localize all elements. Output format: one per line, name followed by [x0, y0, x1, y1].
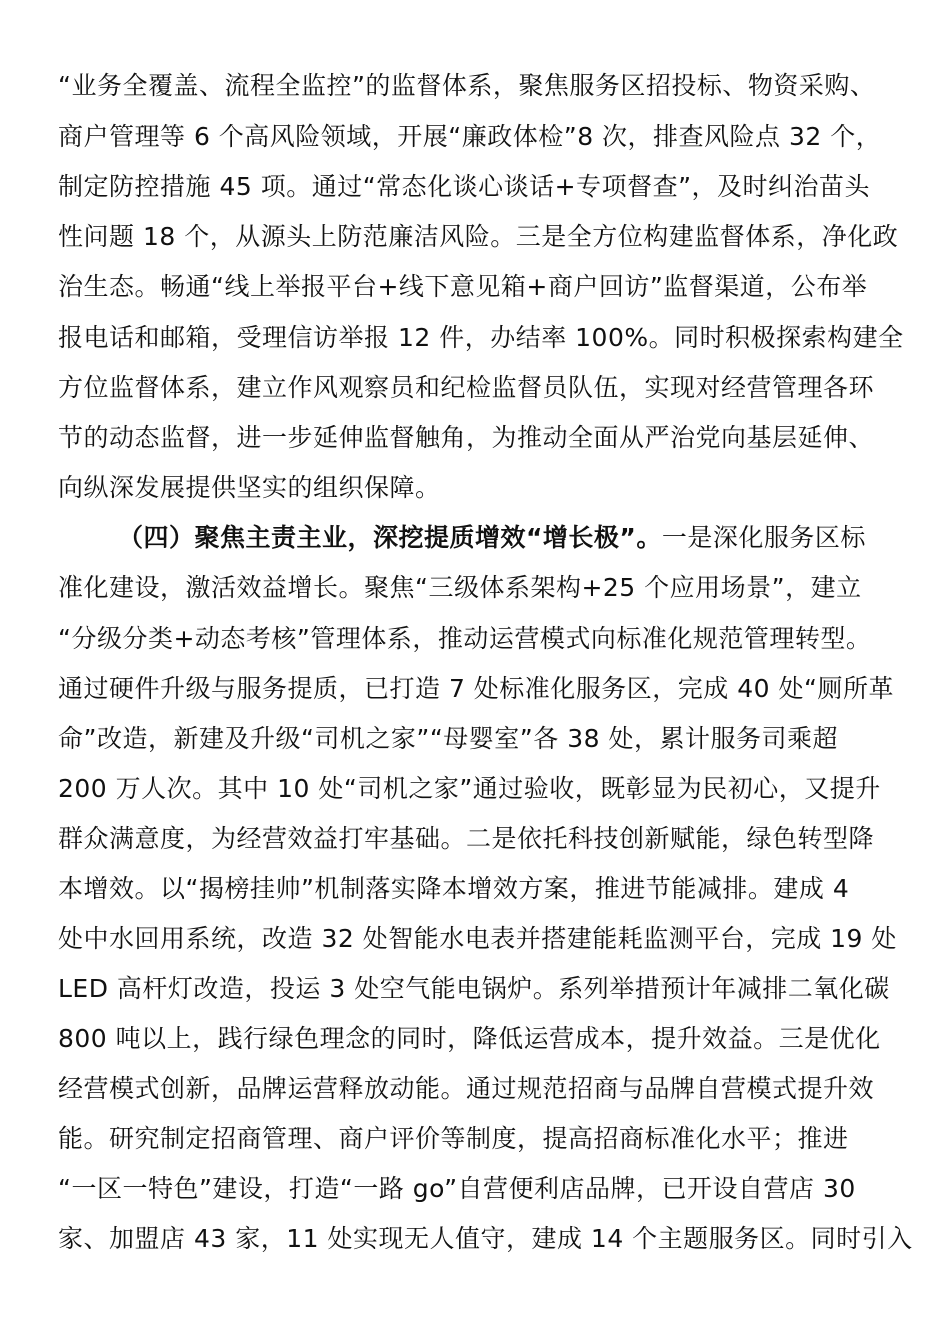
paragraph-line: 200 万人次。其中 10 处“司机之家”通过验收，既彰显为民初心，又提升: [58, 774, 881, 803]
paragraph-line: “分级分类+动态考核”管理体系，推动运营模式向标准化规范管理转型。: [58, 624, 872, 653]
paragraph-line: 经营模式创新，品牌运营释放动能。通过规范招商与品牌自营模式提升效: [58, 1074, 875, 1103]
paragraph-line: 方位监督体系，建立作风观察员和纪检监督员队伍，实现对经营管理各环: [58, 373, 875, 402]
section-four-first-line: [118, 522, 890, 554]
paragraph-line: “一区一特色”建设，打造“一路 go”自营便利店品牌，已开设自营店 30: [58, 1174, 856, 1203]
paragraph-line: 节的动态监督，进一步延伸监督触角，为推动全面从严治党向基层延伸、: [58, 423, 875, 452]
paragraph-line: 制定防控措施 45 项。通过“常态化谈心谈话+专项督查”，及时纠治苗头: [58, 172, 871, 201]
paragraph-line-rest: 一是深化服务区标: [661, 523, 866, 552]
paragraph-line: 商户管理等 6 个高风险领域，开展“廉政体检”8 次，排查风险点 32 个，: [58, 122, 882, 151]
paragraph-line: “业务全覆盖、流程全监控”的监督体系，聚焦服务区招投标、物资采购、: [58, 71, 876, 100]
paragraph-line: 处中水回用系统，改造 32 处智能水电表并搭建能耗监测平台，完成 19 处: [58, 924, 897, 953]
paragraph-line: 能。研究制定招商管理、商户评价等制度，提高招商标准化水平；推进: [58, 1124, 849, 1153]
paragraph-line: 治生态。畅通“线上举报平台+线下意见箱+商户回访”监督渠道，公布举: [58, 272, 868, 301]
paragraph-line: 向纵深发展提供坚实的组织保障。: [58, 473, 441, 502]
paragraph-line: 通过硬件升级与服务提质，已打造 7 处标准化服务区，完成 40 处“厕所革: [58, 674, 894, 703]
paragraph-line: 命”改造，新建及升级“司机之家”“母婴室”各 38 处，累计服务司乘超: [58, 724, 838, 753]
paragraph-line: 准化建设，激活效益增长。聚焦“三级体系架构+25 个应用场景”，建立: [58, 573, 862, 602]
paragraph-line: 800 吨以上，践行绿色理念的同时，降低运营成本，提升效益。三是优化: [58, 1024, 881, 1053]
section-heading: （四）聚焦主责主业，深挖提质增效“增长极”。: [118, 523, 662, 552]
paragraph-line: 报电话和邮箱，受理信访举报 12 件，办结率 100%。同时积极探索构建全: [58, 323, 904, 352]
paragraph-line: LED 高杆灯改造，投运 3 处空气能电锅炉。系列举措预计年减排二氧化碳: [58, 974, 890, 1003]
paragraph-line: 群众满意度，为经营效益打牢基础。二是依托科技创新赋能，绿色转型降: [58, 824, 875, 853]
paragraph-line: 家、加盟店 43 家，11 处实现无人值守，建成 14 个主题服务区。同时引入: [58, 1224, 913, 1253]
paragraph-line: 性问题 18 个，从源头上防范廉洁风险。三是全方位构建监督体系，净化政: [58, 222, 899, 251]
paragraph-line: 本增效。以“揭榜挂帅”机制落实降本增效方案，推进节能减排。建成 4: [58, 874, 850, 903]
